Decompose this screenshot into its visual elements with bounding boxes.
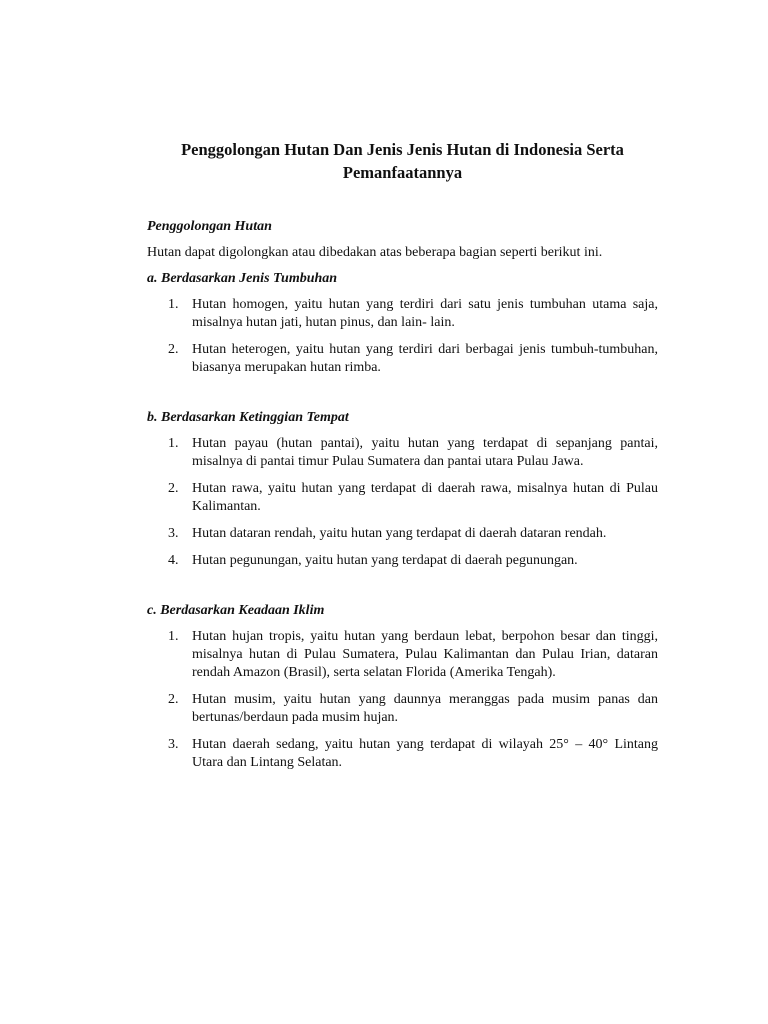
document-page [147,138,658,772]
list-number: 4. [168,553,179,568]
list-item [147,296,658,332]
list-text: Hutan musim, yaitu hutan yang daunnya meranggas pada musim panas dan bertunas/berdaun pada musim hujan. [192,692,658,725]
section-list-c [147,628,658,772]
section-heading-a: a. Berdasarkan Jenis Tumbuhan [147,271,338,286]
section-list-a [147,296,658,377]
list-item [147,525,658,543]
list-text: Hutan daerah sedang, yaitu hutan yang terdapat di wilayah 25° – 40° Lintang Utara dan Lintang Selatan. [192,737,658,770]
list-item [147,435,658,471]
list-number: 1. [168,629,179,644]
section-heading-c: c. Berdasarkan Keadaan Iklim [147,603,325,618]
list-number: 3. [168,737,179,752]
list-text: Hutan payau (hutan pantai), yaitu hutan yang terdapat di sepanjang pantai, misalnya di pantai timur Pulau Sumatera dan pantai utara Pulau Jawa. [192,436,658,469]
section-heading-b: b. Berdasarkan Ketinggian Tempat [147,410,349,425]
list-text: Hutan pegunungan, yaitu hutan yang terdapat di daerah pegunungan. [192,553,578,568]
list-text: Hutan dataran rendah, yaitu hutan yang terdapat di daerah dataran rendah. [192,526,607,541]
document-title [147,138,658,184]
list-number: 3. [168,526,179,541]
list-text: Hutan hujan tropis, yaitu hutan yang berdaun lebat, berpohon besar dan tinggi, misalnya hutan di Pulau Sumatera, Pulau Kalimantan dan Pulau Irian, dataran rendah Amazon (Brasil), serta selatan Florida (Amerika Tengah). [192,629,658,680]
section-list-b [147,435,658,570]
list-number: 2. [168,481,179,496]
list-number: 2. [168,342,179,357]
list-item [147,691,658,727]
list-item [147,480,658,516]
list-number: 2. [168,692,179,707]
list-text: Hutan rawa, yaitu hutan yang terdapat di daerah rawa, misalnya hutan di Pulau Kalimantan. [192,481,658,514]
list-text: Hutan homogen, yaitu hutan yang terdiri dari satu jenis tumbuhan utama saja, misalnya hutan jati, hutan pinus, dan lain- lain. [192,297,658,330]
title-line-2: Pemanfaatannya [342,163,463,182]
intro-heading: Penggolongan Hutan [147,219,272,234]
list-item [147,736,658,772]
title-line-1: Penggolongan Hutan Dan Jenis Jenis Hutan di Indonesia Serta [181,140,624,159]
list-number: 1. [168,436,179,451]
list-text: Hutan heterogen, yaitu hutan yang terdiri dari berbagai jenis tumbuh-tumbuhan, biasanya merupakan hutan rimba. [192,342,658,375]
list-number: 1. [168,297,179,312]
list-item [147,628,658,682]
intro-text: Hutan dapat digolongkan atau dibedakan atas beberapa bagian seperti berikut ini. [147,245,603,260]
list-item [147,341,658,377]
list-item [147,552,658,570]
